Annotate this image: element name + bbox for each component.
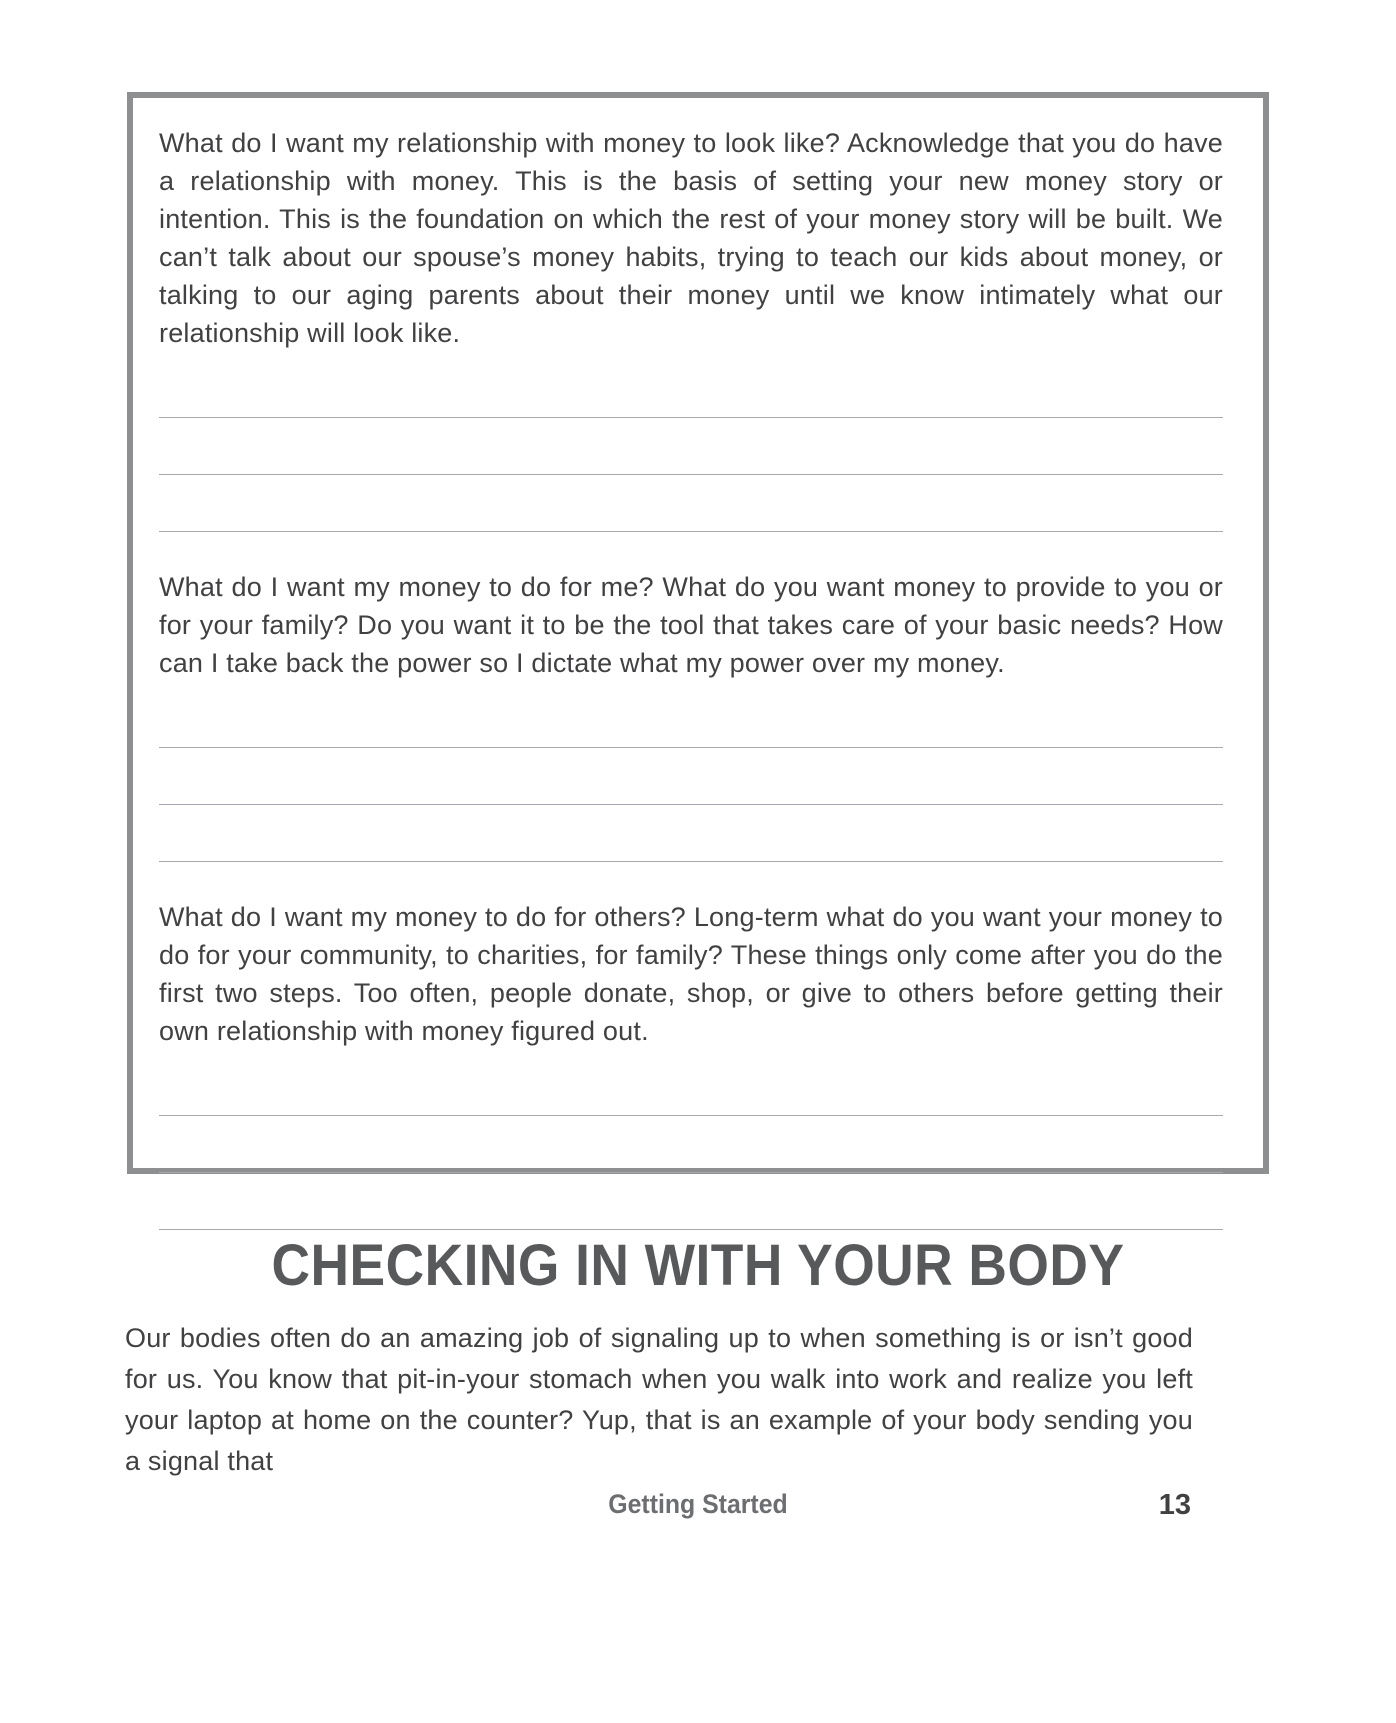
prompt-text: What do I want my money to do for me? What do you want money to provide to you or for your family? Do you want it to be the tool that takes care of your basic needs? How can I take back the power so I dictate what my power over my money. [159, 572, 1223, 678]
prompt-text: What do I want my relationship with money to look like? Acknowledge that you do have a relationship with money. This is the basis of setting your new money story or intention. This is the foundation on which the rest of your money story will be built. We can’t talk about our spouse’s money habits, trying to teach our kids about money, or talking to our aging parents about their money until we know intimately what our relationship will look like. [159, 128, 1223, 348]
answer-line [159, 748, 1223, 805]
answer-line [159, 352, 1223, 418]
answer-line [159, 682, 1223, 748]
prompt-text: What do I want my money to do for others? Long-term what do you want your money to do for your community, to charities, for family? These things only come after you do the first two steps. Too often, people donate, shop, or give to others before getting their own relationship with money figured out. [159, 902, 1223, 1046]
answer-line [159, 1050, 1223, 1116]
answer-line [159, 1173, 1223, 1230]
answer-line [159, 418, 1223, 475]
body-paragraph: Our bodies often do an amazing job of signaling up to when something is or isn’t good for us. You know that pit-in-your stomach when you walk into work and realize you left your laptop at home on the counter? Yup, that is an example of your body sending you a signal that [125, 1323, 1193, 1476]
page-footer [0, 1489, 1396, 1529]
answer-lines [159, 682, 1223, 862]
answer-line [159, 475, 1223, 532]
footer-running-title: Getting Started [608, 1489, 788, 1519]
prompt-block-relationship [159, 124, 1223, 532]
prompt-block-money-for-me [159, 568, 1223, 862]
section-heading: CHECKING IN WITH YOUR BODY [271, 1233, 1125, 1298]
answer-lines [159, 1050, 1223, 1230]
page-number: 13 [1158, 1489, 1191, 1521]
answer-line [159, 1116, 1223, 1173]
answer-lines [159, 352, 1223, 532]
prompt-block-money-for-others [159, 898, 1223, 1230]
answer-line [159, 805, 1223, 862]
worksheet-box [127, 92, 1269, 1174]
